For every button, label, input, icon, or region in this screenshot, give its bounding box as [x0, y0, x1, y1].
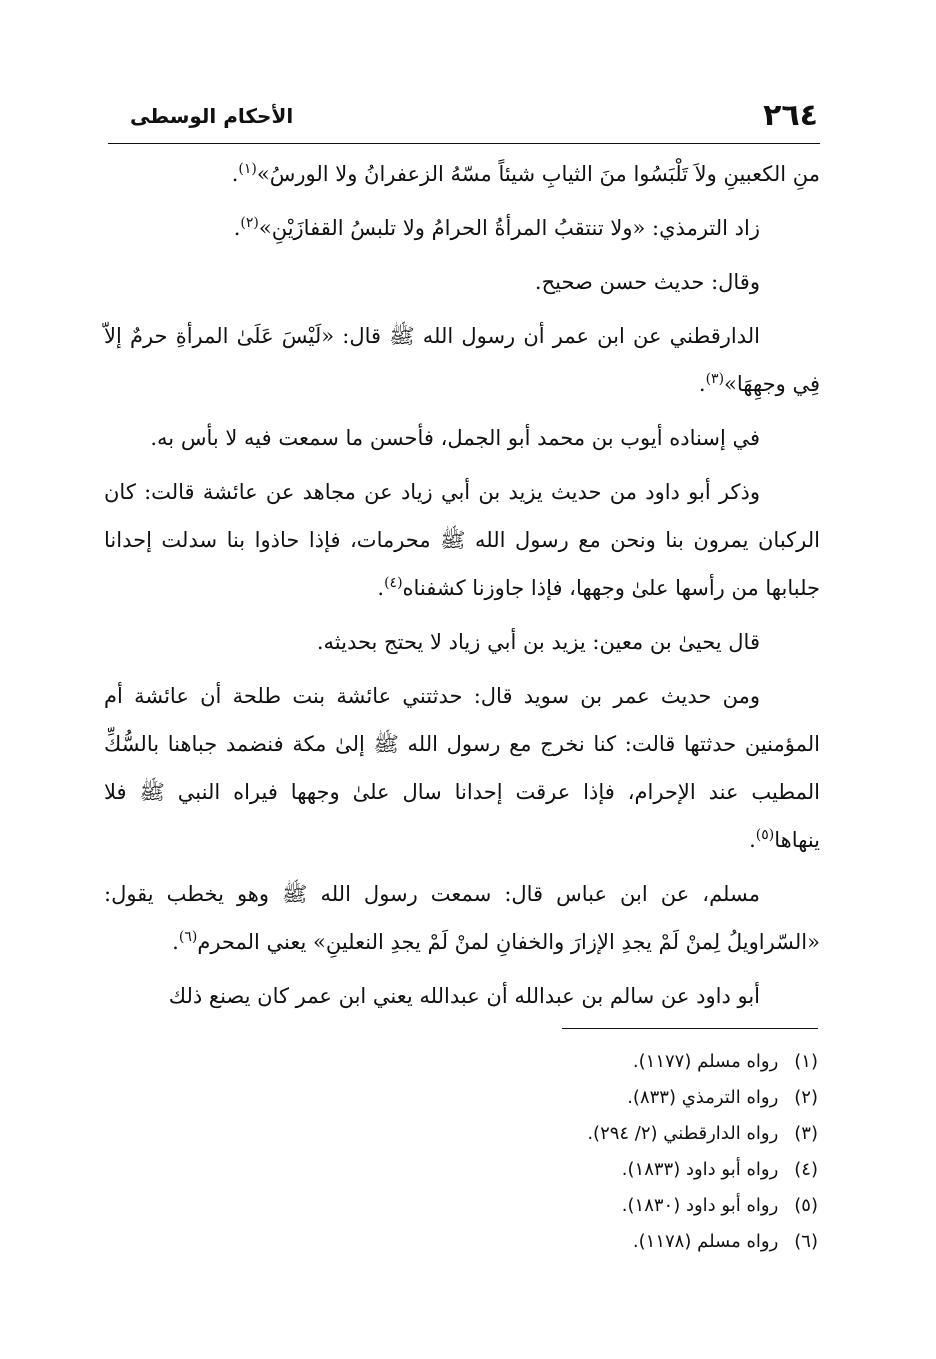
- footnote: [300, 1188, 818, 1224]
- footnote-ref: (٣): [705, 371, 725, 387]
- paragraph-text: وقال: حديث حسن صحيح.: [534, 270, 760, 294]
- paragraph-text: ومن حديث عمر بن سويد قال: حدثتني عائشة بنت طلحة أن عائشة أم المؤمنين حدثتها قالت: كنا نخرج مع رسول الله ﷺ إلىٰ مكة فنضمد جباهنا بالسُّكِّ المطيب عند الإحرام، فإذا عرقت إحدانا سال علىٰ وجهها فيراه النبي ﷺ فلا ينهاها: [104, 684, 820, 852]
- footnote-number: (٦): [794, 1231, 818, 1252]
- footnote-text: رواه الترمذي (٨٣٣).: [627, 1087, 779, 1108]
- paragraph-text: في إسناده أيوب بن محمد أبو الجمل، فأحسن ما سمعت فيه لا بأس به.: [150, 426, 760, 450]
- footnote-number: (٣): [794, 1123, 818, 1144]
- header-rule: [108, 143, 820, 144]
- paragraph: [104, 468, 820, 612]
- footnotes: [300, 1044, 818, 1260]
- paragraph-tail: .: [377, 576, 385, 600]
- page-number: ٢٦٤: [763, 98, 818, 133]
- paragraph: [104, 150, 820, 198]
- paragraph-tail: .: [749, 828, 756, 852]
- paragraph-text: قال يحيىٰ بن معين: يزيد بن أبي زياد لا يحتج بحديثه.: [316, 630, 760, 654]
- footnote-ref: (١): [238, 161, 257, 177]
- footnote-text: رواه أبو داود (١٨٣٠).: [621, 1195, 779, 1216]
- footnote-text: رواه مسلم (١١٧٧).: [632, 1051, 779, 1072]
- footnote-text: رواه الدارقطني (٢/ ٢٩٤).: [587, 1123, 779, 1144]
- paragraph: [104, 258, 820, 306]
- paragraph: [104, 972, 820, 1020]
- running-title: الأحكام الوسطى: [130, 104, 294, 128]
- paragraph-tail: .: [172, 930, 179, 954]
- footnote-ref: (٦): [178, 929, 198, 945]
- main-text: [104, 150, 820, 1026]
- footnote: [300, 1044, 818, 1080]
- footnote-text: رواه مسلم (١١٧٨).: [632, 1231, 779, 1252]
- footnote-number: (٥): [794, 1195, 818, 1216]
- paragraph: [104, 312, 820, 408]
- footnote-ref: (٤): [384, 575, 403, 591]
- footnote: [300, 1116, 818, 1152]
- paragraph-text: منِ الكعبينِ ولاَ تَلْبَسُوا منَ الثيابِ شيئاً مسّهُ الزعفرانُ ولا الورسُ»: [256, 162, 820, 186]
- paragraph: [104, 204, 820, 252]
- paragraph-text: وذكر أبو داود من حديث يزيد بن أبي زياد عن مجاهد عن عائشة قالت: كان الركبان يمرون بنا ونحن مع رسول الله ﷺ محرمات، فإذا حاذوا بنا سدلت إحدانا جلبابها من رأسها علىٰ وجهها، فإذا جاوزنا كشفناه: [104, 480, 820, 600]
- footnote: [300, 1152, 818, 1188]
- footnote-rule: [562, 1028, 818, 1029]
- paragraph-text: زاد الترمذي: «ولا تنتقبُ المرأةُ الحرامُ ولا تلبسُ القفازَيْنِ»: [258, 216, 760, 240]
- paragraph-text: أبو داود عن سالم بن عبدالله أن عبدالله يعني ابن عمر كان يصنع ذلك: [168, 984, 760, 1008]
- footnote-ref: (٢): [240, 215, 259, 231]
- paragraph: [104, 672, 820, 864]
- paragraph-tail: .: [698, 372, 706, 396]
- page-header: [108, 96, 818, 136]
- footnote-number: (١): [794, 1051, 818, 1072]
- paragraph-text: الدارقطني عن ابن عمر أن رسول الله ﷺ قال: «لَيْسَ عَلَىٰ المرأةِ حرمٌ إلاّ فِي وجهِهَا»: [104, 324, 820, 396]
- paragraph-text: مسلم، عن ابن عباس قال: سمعت رسول الله ﷺ وهو يخطب يقول: «السّراويلُ لِمنْ لَمْ يجدِ الإزارَ والخفانِ لمنْ لَمْ يجدِ النعلينِ» يعني المحرم: [104, 882, 820, 954]
- paragraph: [104, 870, 820, 966]
- footnote-ref: (٥): [755, 827, 775, 843]
- footnote-number: (٤): [794, 1159, 818, 1180]
- paragraph-tail: .: [233, 216, 241, 240]
- paragraph-tail: .: [231, 162, 239, 186]
- footnote-number: (٢): [794, 1087, 818, 1108]
- footnote-text: رواه أبو داود (١٨٣٣).: [621, 1159, 779, 1180]
- paragraph: [104, 414, 820, 462]
- footnote: [300, 1080, 818, 1116]
- footnote: [300, 1224, 818, 1260]
- paragraph: [104, 618, 820, 666]
